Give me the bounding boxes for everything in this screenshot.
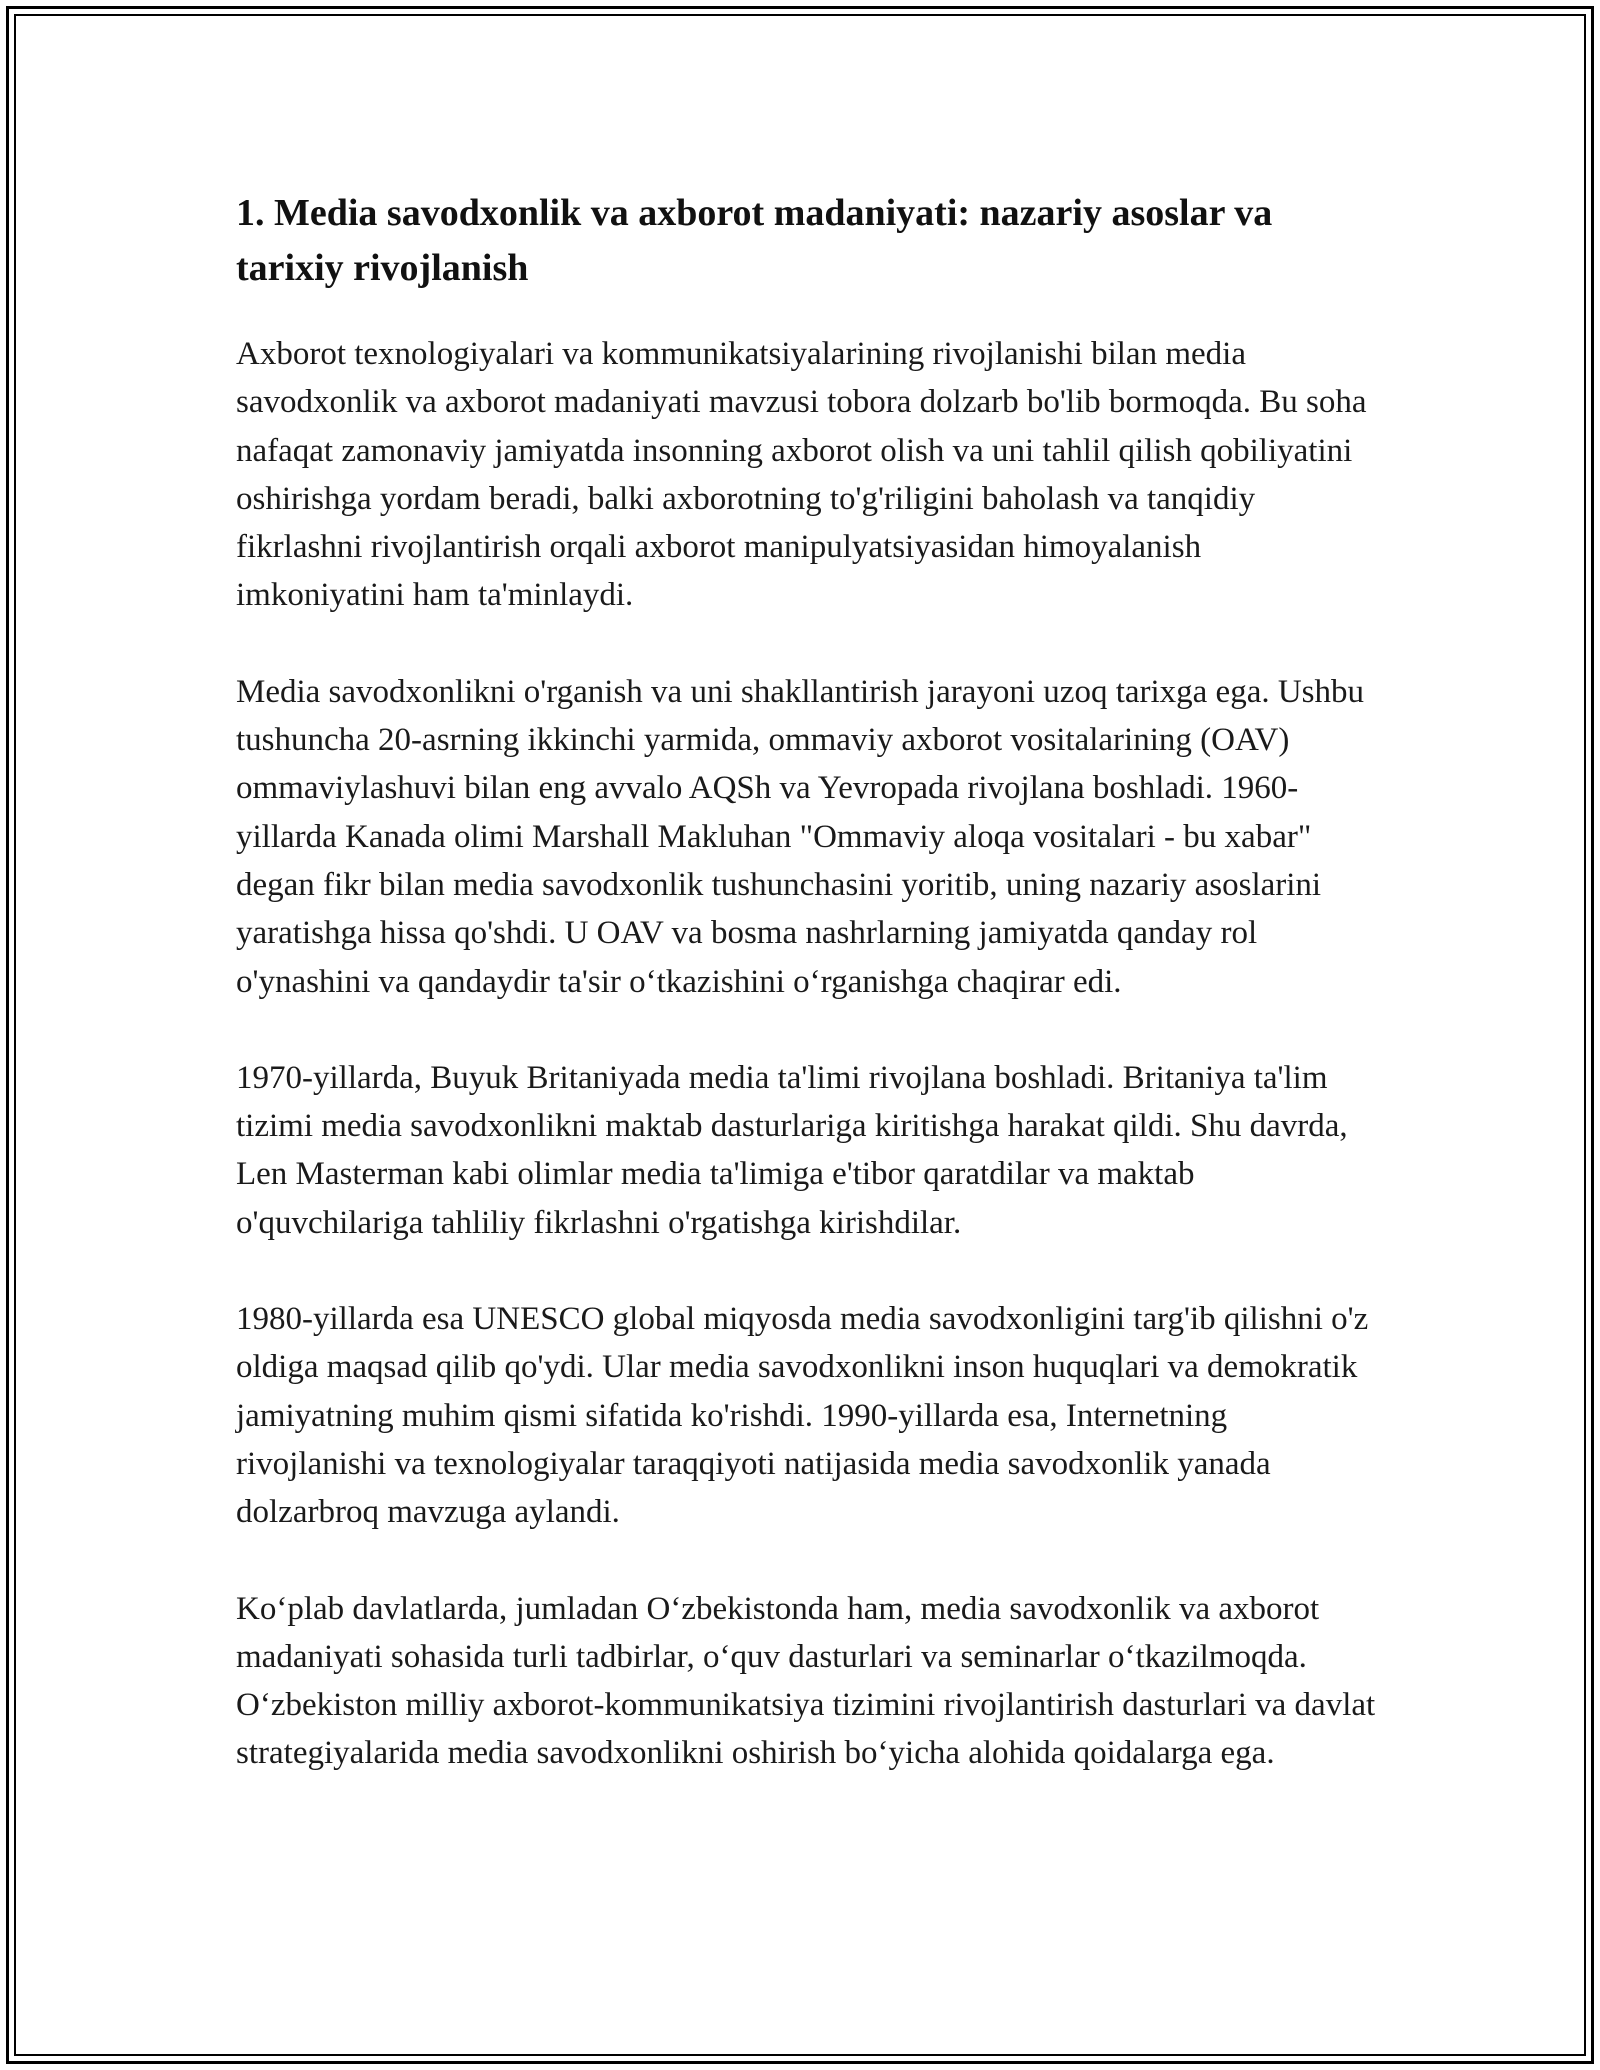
section-heading: 1. Media savodxonlik va axborot madaniyati: nazariy asoslar va tarixiy rivojlanish (236, 192, 1273, 289)
document-body (236, 186, 1376, 1826)
paragraph-history-origins: Media savodxonlikni o'rganish va uni shakllantirish jarayoni uzoq tarixga ega. Ushbu tushuncha 20-asrning ikkinchi yarmida, ommaviy axborot vositalarining (OAV) ommaviylashuvi bilan eng avvalo AQSh va Yevropada rivojlana boshladi. 1960-yillarda Kanada olimi Marshall Makluhan "Ommaviy aloqa vositalari - bu xabar" degan fikr bilan media savodxonlik tushunchasini yoritib, uning nazariy asoslarini yaratishga hissa qo'shdi. U OAV va bosma nashrlarning jamiyatda qanday rol o'ynashini va qandaydir ta'sir o‘tkazishini o‘rganishga chaqirar edi. (236, 673, 1365, 1000)
paragraph-1970s-britain: 1970-yillarda, Buyuk Britaniyada media ta'limi rivojlana boshladi. Britaniya ta'lim tizimi media savodxonlikni maktab dasturlariga kiritishga harakat qildi. Shu davrda, Len Masterman kabi olimlar media ta'limiga e'tibor qaratdilar va maktab o'quvchilariga tahliliy fikrlashni o'rgatishga kirishdilar. (236, 1059, 1348, 1241)
paragraph-uzbekistan: Ko‘plab davlatlarda, jumladan O‘zbekistonda ham, media savodxonlik va axborot madaniyati sohasida turli tadbirlar, o‘quv dasturlari va seminarlar o‘tkazilmoqda. O‘zbekiston milliy axborot-kommunikatsiya tizimini rivojlantirish dasturlari va davlat strategiyalarida media savodxonlikni oshirish bo‘yicha alohida qoidalarga ega. (236, 1590, 1376, 1772)
paragraph-intro: Axborot texnologiyalari va kommunikatsiyalarining rivojlanishi bilan media savodxonlik va axborot madaniyati mavzusi tobora dolzarb bo'lib bormoqda. Bu soha nafaqat zamonaviy jamiyatda insonning axborot olish va uni tahlil qilish qobiliyatini oshirishga yordam beradi, balki axborotning to'g'riligini baholash va tanqidiy fikrlashni rivojlantirish orqali axborot manipulyatsiyasidan himoyalanish imkoniyatini ham ta'minlaydi. (236, 336, 1367, 614)
paragraph-1980s-unesco: 1980-yillarda esa UNESCO global miqyosda media savodxonligini targ'ib qilishni o'z oldiga maqsad qilib qo'ydi. Ular media savodxonlikni inson huquqlari va demokratik jamiyatning muhim qismi sifatida ko'rishdi. 1990-yillarda esa, Internetning rivojlanishi va texnologiyalar taraqqiyoti natijasida media savodxonlik yanada dolzarbroq mavzuga aylandi. (236, 1301, 1369, 1531)
